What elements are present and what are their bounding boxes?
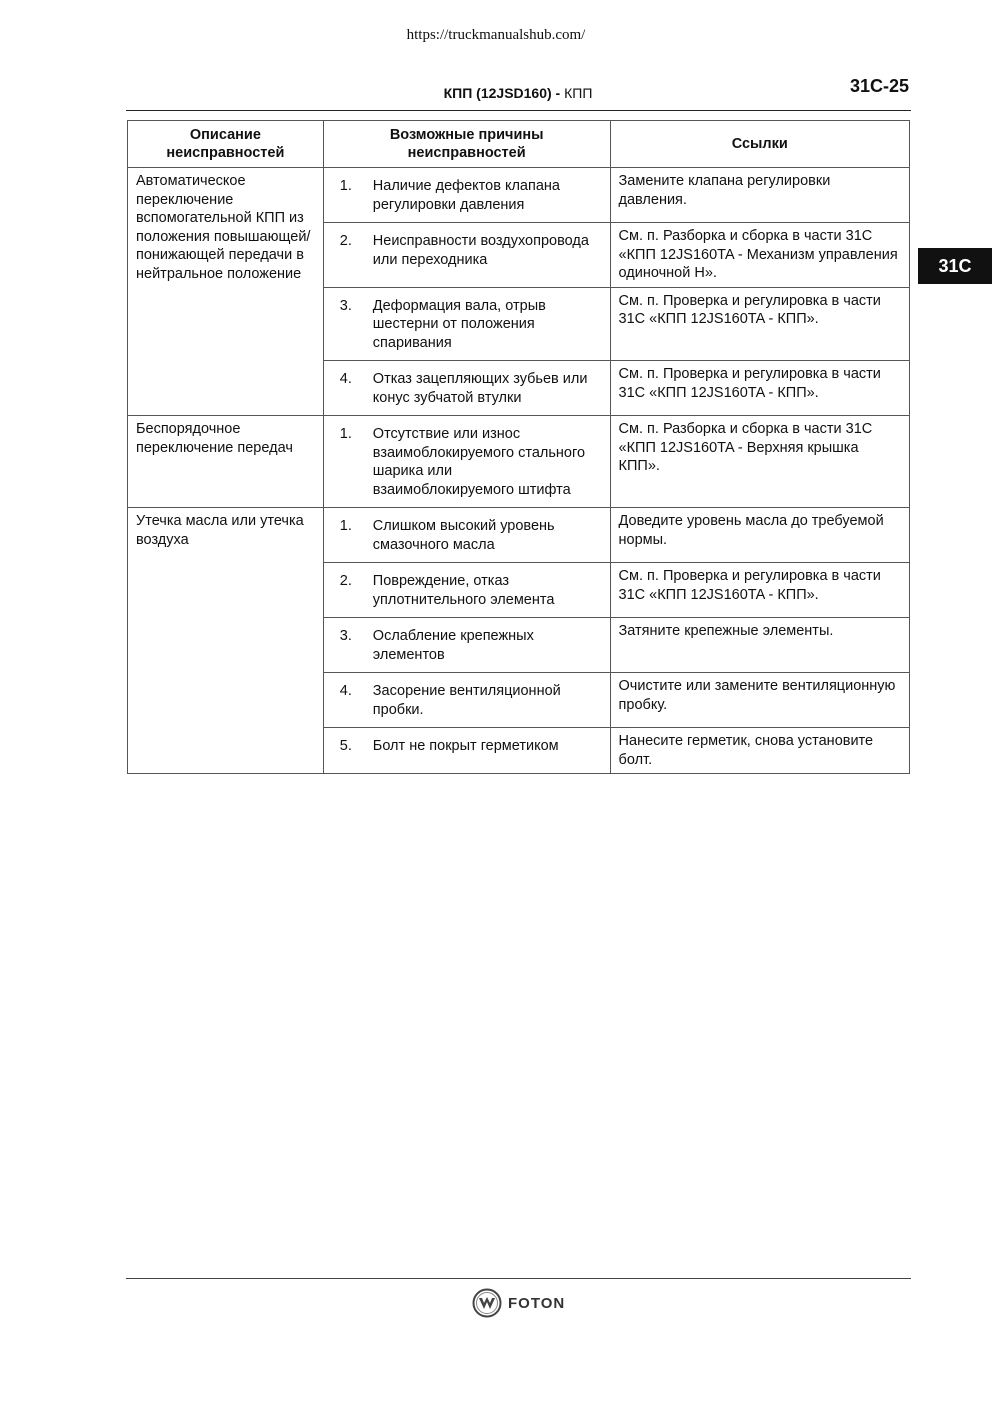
cause-cell xyxy=(323,508,610,563)
header-divider xyxy=(126,110,911,111)
cause-text: Слишком высокий уровень смазочного масла xyxy=(372,518,555,553)
cause-cell xyxy=(323,168,610,223)
brand-wordmark: FOTON xyxy=(508,1294,566,1312)
section-title xyxy=(127,85,909,101)
cause-number: 3. xyxy=(339,297,352,314)
cause-text: Наличие дефектов клапана регулировки давления xyxy=(372,178,560,213)
symptom-cell: Беспорядочное переключение передач xyxy=(128,416,324,508)
section-tab: 31C xyxy=(918,248,992,284)
header-reference: Ссылки xyxy=(610,121,909,168)
reference-cell: См. п. Проверка и регулировка в части 31C «КПП 12JS160TA - КПП». xyxy=(610,287,909,361)
cause-text: Неисправности воздухопровода или переходника xyxy=(372,233,589,268)
section-title-regular: КПП xyxy=(560,85,593,101)
cause-cell xyxy=(323,416,610,508)
reference-cell: См. п. Проверка и регулировка в части 31C «КПП 12JS160TA - КПП». xyxy=(610,361,909,416)
cause-cell xyxy=(323,728,610,774)
cause-cell xyxy=(323,287,610,361)
cause-text: Отсутствие или износ взаимоблокируемого стального шарика или взаимоблокируемого штифта xyxy=(372,426,586,498)
table-row xyxy=(128,168,910,223)
reference-cell: См. п. Разборка и сборка в части 31C «КПП 12JS160TA - Верхняя крышка КПП». xyxy=(610,416,909,508)
page-number: 31C-25 xyxy=(849,76,909,96)
cause-number: 2. xyxy=(339,573,352,589)
cause-number: 4. xyxy=(339,683,352,699)
cause-number: 2. xyxy=(339,233,352,249)
cause-cell xyxy=(323,673,610,728)
table-row xyxy=(128,416,910,508)
header-cause: Возможные причины неисправностей xyxy=(323,121,610,168)
cause-cell xyxy=(323,223,610,288)
reference-cell: Очистите или замените вентиляционную пробку. xyxy=(610,673,909,728)
reference-cell: Замените клапана регулировки давления. xyxy=(610,168,909,223)
table-body xyxy=(128,168,910,774)
cause-cell xyxy=(323,563,610,618)
cause-text: Засорение вентиляционной пробки. xyxy=(372,683,561,718)
symptom-cell: Утечка масла или утечка воздуха xyxy=(128,508,324,774)
reference-cell: Затяните крепежные элементы. xyxy=(610,618,909,673)
cause-cell xyxy=(323,361,610,416)
source-url[interactable]: https://truckmanualshub.com/ xyxy=(406,27,586,43)
cause-number: 1. xyxy=(339,426,352,442)
table-header-row xyxy=(128,121,910,168)
symptom-cell: Автоматическое переключение вспомогательной КПП из положения повышающей/понижающей передачи в нейтральное положение xyxy=(128,168,324,416)
cause-number: 1. xyxy=(339,178,352,194)
reference-cell: См. п. Проверка и регулировка в части 31C «КПП 12JS160TA - КПП». xyxy=(610,563,909,618)
cause-text: Болт не покрыт герметиком xyxy=(372,738,559,754)
reference-cell: См. п. Разборка и сборка в части 31C «КПП 12JS160TA - Механизм управления одиночной Н». xyxy=(610,223,909,288)
cause-text: Повреждение, отказ уплотнительного элемента xyxy=(372,573,555,608)
cause-cell xyxy=(323,618,610,673)
footer-logo xyxy=(472,1288,565,1318)
table-row xyxy=(128,508,910,563)
cause-number: 1. xyxy=(339,518,352,534)
foton-logo-icon xyxy=(472,1288,502,1318)
reference-cell: Нанесите герметик, снова установите болт. xyxy=(610,728,909,774)
cause-number: 3. xyxy=(339,628,352,644)
cause-text: Отказ зацепляющих зубьев или конус зубчатой втулки xyxy=(372,371,588,406)
troubleshooting-table xyxy=(127,120,910,774)
header-symptom: Описание неисправностей xyxy=(128,121,324,168)
cause-text: Деформация вала, отрыв шестерни от положения спаривания xyxy=(372,297,546,351)
section-title-bold: КПП (12JSD160) - xyxy=(443,85,561,101)
cause-number: 5. xyxy=(339,738,352,754)
reference-cell: Доведите уровень масла до требуемой нормы. xyxy=(610,508,909,563)
cause-text: Ослабление крепежных элементов xyxy=(372,628,534,663)
footer-divider xyxy=(126,1278,911,1279)
cause-number: 4. xyxy=(339,371,352,387)
